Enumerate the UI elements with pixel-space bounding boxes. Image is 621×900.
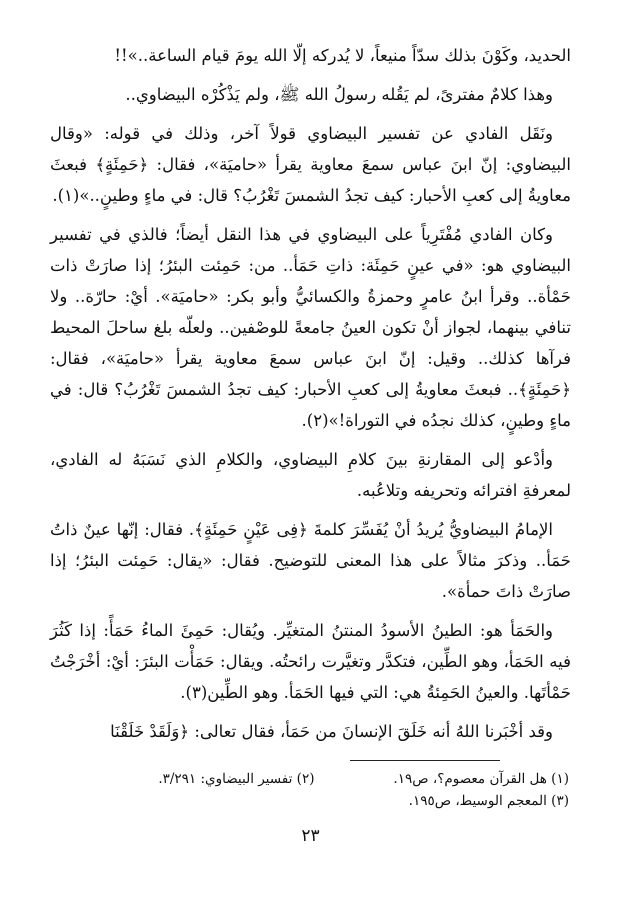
footnotes bbox=[60, 768, 569, 812]
footnote-2: (٢) تفسير البيضاوي: ٣/٢٩١. bbox=[158, 771, 315, 787]
footnote-divider bbox=[350, 760, 500, 761]
paragraph-7: والحَمَأ هو: الطينُ الأسودُ المنتنُ المتغيِّر. ويُقال: حَمِئَ الماءُ حَمَأً: إذا كَثُرَ فيه الحَمَأ، وهو الطِّين، فتكدَّر وتغيَّرت رائحتُه. ويقال: حَمَأْت البئرَ: أيْ: أخْرَجْتُ حَمْأتَها. والعينُ الحَمِئةُ هي: التي فيها الحَمَأ. وهو الطِّين(٣). bbox=[50, 621, 571, 702]
footnote-3: (٣) المعجم الوسيط، ص١٩٥. bbox=[408, 793, 569, 809]
page-number: ٢٣ bbox=[301, 826, 320, 846]
paragraph-6: الإمامُ البيضاويُّ يُريدُ أنْ يُفَسِّرَ كلمةَ ﴿فِى عَيْنٍ حَمِئَةٍ﴾. فقال: إنّها عينٌ ذاتُ حَمَأ.. وذكرَ مثالاً على هذا المعنى للتوضيح. فقال: «يقال: حَمِئت البئرُ؛ إذا صارَتْ ذاتَ حمأة». bbox=[50, 520, 571, 601]
paragraph-4: وكان الفادي مُفْتَرِياً على البيضاوي في هذا النقل أيضاً؛ فالذي في تفسير البيضاوي هو: «في عينٍ حَمِئَة: ذاتِ حَمَأ.. من: حَمِئت البئرُ؛ إذا صارَتْ ذات حَمْأة.. وقرأ ابنُ عامرٍ وحمزةُ والكسائيُّ وأبو بكر: «حاميَة». أيْ: حارّة.. ولا تنافي بينهما، لجواز أنْ تكون العينُ جامعةً للوصْفين.. ولعلّه بلغ ساحلَ المحيط فرآها كذلك.. وقيل: إنّ ابنَ عباس سمعَ معاوية يقرأ «حاميَة»، فقال: ﴿حَمِئَةٍ﴾.. فبعثَ معاويةُ إلى كعبِ الأحبار: كيف تجدُ الشمسَ تَغْرُبُ؟ قال: في ماءٍ وطينٍ، كذلك نجدُه في التوراة!»(٢). bbox=[50, 225, 571, 430]
footnote-row bbox=[60, 768, 569, 790]
body-text bbox=[50, 40, 571, 747]
paragraph-3: ونَقَل الفادي عن تفسير البيضاوي قولاً آخر، وذلك في قوله: «وقال البيضاوي: إنّ ابنَ عباس سمعَ معاوية يقرأ «حاميَة»، فقال: ﴿حَمِئَةٍ﴾ فبعثَ معاويةُ إلى كعبِ الأحبار: كيف تجدُ الشمسَ تَغْرُبُ؟ قال: في ماءٍ وطينٍ..»(١). bbox=[50, 124, 571, 205]
footnote-1: (١) هل القرآن معصوم؟، ص١٩. bbox=[393, 771, 569, 787]
paragraph-5: وأدْعو إلى المقارنةِ بينَ كلامِ البيضاوي، والكلامِ الذي نَسَبَهُ له الفادي، لمعرفةِ افترائه وتحريفه وتلاعُبه. bbox=[50, 450, 571, 500]
paragraph-2: وهذا كلامٌ مفترىً، لم يَقُله رسولُ الله ﷺ، ولم يَذْكُرْه البيضاوي.. bbox=[125, 85, 553, 104]
paragraph-1: الحديد، وكَوْنَ بذلك سدّاً منيعاً، لا يُدركه إلّا الله يومَ قيام الساعة..»!! bbox=[114, 46, 571, 65]
footnote-row bbox=[60, 790, 569, 812]
paragraph-8: وقد أخْبَرنا اللهُ أنه خَلَقَ الإنسانَ من حَمَأ، فقال تعالى: ﴿وَلَقَدْ خَلَقْنَا bbox=[110, 722, 553, 741]
